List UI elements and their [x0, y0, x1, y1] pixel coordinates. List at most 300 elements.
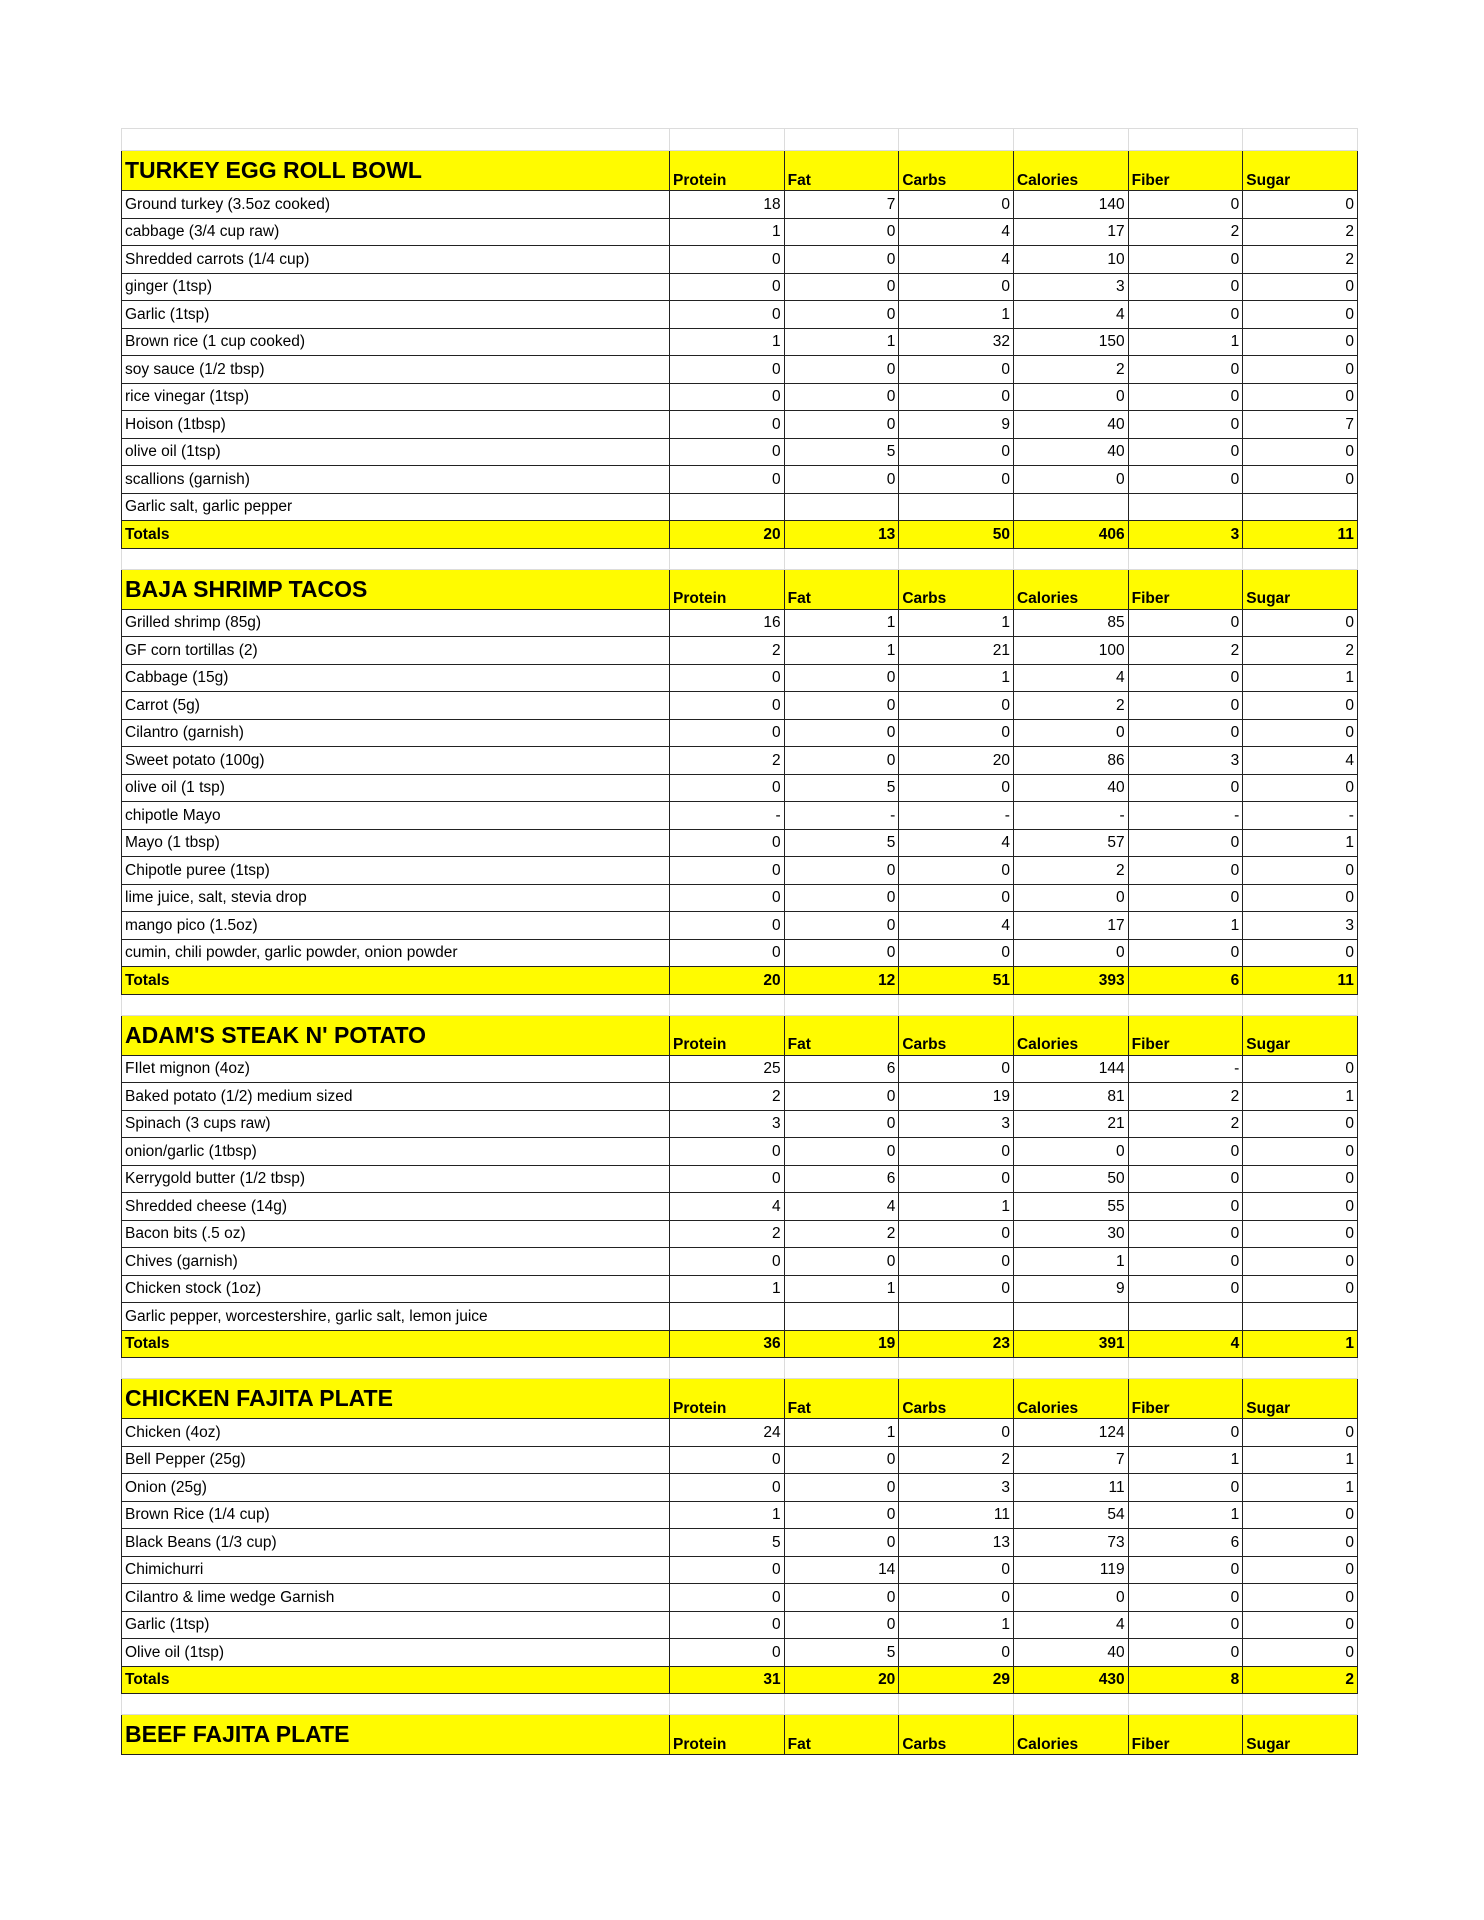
nutrient-value-cell[interactable]: 16 [670, 609, 785, 637]
nutrient-value-cell[interactable]: 1 [670, 328, 785, 356]
nutrient-value-cell[interactable]: 1 [1013, 1248, 1128, 1276]
nutrient-value-cell[interactable]: 0 [1128, 692, 1243, 720]
nutrient-value-cell[interactable]: 0 [1013, 383, 1128, 411]
nutrient-value-cell[interactable]: 2 [784, 1220, 899, 1248]
totals-value-cell[interactable]: 6 [1128, 967, 1243, 995]
nutrient-value-cell[interactable]: - [899, 802, 1014, 830]
nutrient-value-cell[interactable]: 0 [784, 857, 899, 885]
nutrient-value-cell[interactable] [1013, 493, 1128, 521]
totals-value-cell[interactable]: 391 [1013, 1330, 1128, 1358]
nutrient-value-cell[interactable]: 0 [670, 692, 785, 720]
totals-value-cell[interactable]: 3 [1128, 521, 1243, 549]
empty-cell[interactable] [1243, 1694, 1358, 1715]
empty-cell[interactable] [670, 548, 785, 569]
nutrient-value-cell[interactable]: 0 [784, 1083, 899, 1111]
nutrient-value-cell[interactable]: 4 [1243, 747, 1358, 775]
nutrient-value-cell[interactable]: 0 [784, 1611, 899, 1639]
totals-value-cell[interactable]: 51 [899, 967, 1014, 995]
nutrient-value-cell[interactable]: 21 [899, 637, 1014, 665]
nutrient-value-cell[interactable]: 0 [899, 1138, 1014, 1166]
ingredient-name-cell[interactable]: Shredded carrots (1/4 cup) [122, 246, 670, 274]
nutrient-value-cell[interactable]: 0 [784, 356, 899, 384]
section-title[interactable]: TURKEY EGG ROLL BOWL [122, 151, 670, 191]
nutrient-value-cell[interactable]: 9 [1013, 1275, 1128, 1303]
ingredient-name-cell[interactable]: Mayo (1 tbsp) [122, 829, 670, 857]
empty-cell[interactable] [784, 1358, 899, 1379]
nutrient-value-cell[interactable]: 0 [784, 1110, 899, 1138]
section-title[interactable]: CHICKEN FAJITA PLATE [122, 1379, 670, 1419]
ingredient-name-cell[interactable]: Brown Rice (1/4 cup) [122, 1501, 670, 1529]
nutrient-value-cell[interactable]: 40 [1013, 774, 1128, 802]
nutrient-value-cell[interactable]: 1 [899, 609, 1014, 637]
nutrient-value-cell[interactable] [670, 1303, 785, 1331]
column-header[interactable]: Calories [1013, 1379, 1128, 1419]
nutrient-value-cell[interactable]: 0 [899, 273, 1014, 301]
nutrient-value-cell[interactable]: 73 [1013, 1529, 1128, 1557]
nutrient-value-cell[interactable]: 2 [1128, 1083, 1243, 1111]
nutrient-value-cell[interactable]: 0 [899, 1165, 1014, 1193]
empty-cell[interactable] [1128, 548, 1243, 569]
nutrient-value-cell[interactable]: 0 [670, 1138, 785, 1166]
nutrient-value-cell[interactable]: 0 [1243, 692, 1358, 720]
nutrient-value-cell[interactable]: - [1128, 1055, 1243, 1083]
nutrient-value-cell[interactable]: 4 [899, 829, 1014, 857]
nutrient-value-cell[interactable]: 5 [784, 438, 899, 466]
nutrient-value-cell[interactable]: 20 [899, 747, 1014, 775]
nutrient-value-cell[interactable]: 13 [899, 1529, 1014, 1557]
nutrient-value-cell[interactable]: 0 [670, 411, 785, 439]
nutrient-value-cell[interactable]: 0 [1128, 939, 1243, 967]
ingredient-name-cell[interactable]: rice vinegar (1tsp) [122, 383, 670, 411]
nutrient-value-cell[interactable]: 1 [670, 1275, 785, 1303]
nutrient-value-cell[interactable]: 0 [1128, 1248, 1243, 1276]
nutrient-value-cell[interactable]: 0 [1243, 1639, 1358, 1667]
empty-cell[interactable] [1013, 1358, 1128, 1379]
nutrient-value-cell[interactable] [1128, 493, 1243, 521]
totals-value-cell[interactable]: 406 [1013, 521, 1128, 549]
nutrient-value-cell[interactable]: 0 [1243, 857, 1358, 885]
nutrient-value-cell[interactable]: - [670, 802, 785, 830]
nutrient-value-cell[interactable]: 0 [670, 438, 785, 466]
totals-label-cell[interactable]: Totals [122, 1330, 670, 1358]
empty-cell[interactable] [670, 1694, 785, 1715]
nutrient-value-cell[interactable]: 85 [1013, 609, 1128, 637]
nutrient-value-cell[interactable]: 0 [1128, 1556, 1243, 1584]
nutrient-value-cell[interactable]: 0 [1013, 1138, 1128, 1166]
nutrient-value-cell[interactable]: 0 [670, 1165, 785, 1193]
ingredient-name-cell[interactable]: Grilled shrimp (85g) [122, 609, 670, 637]
nutrient-value-cell[interactable]: 0 [1128, 609, 1243, 637]
nutrient-value-cell[interactable]: 144 [1013, 1055, 1128, 1083]
column-header[interactable]: Sugar [1243, 1015, 1358, 1055]
ingredient-name-cell[interactable]: Onion (25g) [122, 1474, 670, 1502]
nutrient-value-cell[interactable]: 57 [1013, 829, 1128, 857]
ingredient-name-cell[interactable]: scallions (garnish) [122, 466, 670, 494]
nutrient-value-cell[interactable]: 0 [1128, 191, 1243, 219]
nutrient-value-cell[interactable]: 0 [784, 1248, 899, 1276]
ingredient-name-cell[interactable]: Cilantro (garnish) [122, 719, 670, 747]
column-header[interactable]: Sugar [1243, 1715, 1358, 1755]
nutrient-value-cell[interactable]: 0 [670, 719, 785, 747]
nutrient-value-cell[interactable]: 0 [1243, 383, 1358, 411]
nutrient-value-cell[interactable]: 1 [670, 1501, 785, 1529]
nutrient-value-cell[interactable] [784, 493, 899, 521]
totals-value-cell[interactable]: 12 [784, 967, 899, 995]
nutrient-value-cell[interactable]: 17 [1013, 912, 1128, 940]
nutrient-value-cell[interactable]: 0 [784, 1446, 899, 1474]
nutrient-value-cell[interactable]: 24 [670, 1419, 785, 1447]
nutrient-value-cell[interactable]: 11 [1013, 1474, 1128, 1502]
nutrient-value-cell[interactable]: 0 [784, 884, 899, 912]
column-header[interactable]: Protein [670, 1715, 785, 1755]
nutrient-value-cell[interactable]: 0 [899, 383, 1014, 411]
nutrient-value-cell[interactable]: - [784, 802, 899, 830]
empty-cell[interactable] [122, 548, 670, 569]
nutrient-value-cell[interactable]: 1 [1128, 1446, 1243, 1474]
nutrient-value-cell[interactable]: 1 [784, 1419, 899, 1447]
nutrient-value-cell[interactable]: 1 [1128, 912, 1243, 940]
nutrient-value-cell[interactable]: 0 [784, 1474, 899, 1502]
nutrient-value-cell[interactable]: 3 [899, 1110, 1014, 1138]
nutrient-value-cell[interactable] [670, 493, 785, 521]
nutrient-value-cell[interactable]: 2 [1243, 218, 1358, 246]
nutrient-value-cell[interactable]: 40 [1013, 411, 1128, 439]
nutrient-value-cell[interactable]: 1 [784, 328, 899, 356]
nutrient-value-cell[interactable]: 0 [899, 191, 1014, 219]
totals-value-cell[interactable]: 20 [670, 967, 785, 995]
nutrient-value-cell[interactable]: 21 [1013, 1110, 1128, 1138]
nutrient-value-cell[interactable]: 6 [784, 1055, 899, 1083]
nutrient-value-cell[interactable]: 2 [1128, 1110, 1243, 1138]
nutrient-value-cell[interactable] [1013, 1303, 1128, 1331]
nutrient-value-cell[interactable]: 0 [670, 383, 785, 411]
nutrient-value-cell[interactable]: 0 [784, 939, 899, 967]
ingredient-name-cell[interactable]: chipotle Mayo [122, 802, 670, 830]
nutrient-value-cell[interactable]: 0 [899, 1639, 1014, 1667]
nutrient-value-cell[interactable]: 2 [670, 1083, 785, 1111]
nutrient-value-cell[interactable]: 1 [1243, 664, 1358, 692]
nutrient-value-cell[interactable]: 50 [1013, 1165, 1128, 1193]
nutrient-value-cell[interactable]: 2 [670, 1220, 785, 1248]
nutrient-value-cell[interactable] [1128, 1303, 1243, 1331]
empty-cell[interactable] [899, 129, 1014, 151]
totals-value-cell[interactable]: 11 [1243, 967, 1358, 995]
nutrient-value-cell[interactable]: 0 [899, 719, 1014, 747]
nutrient-value-cell[interactable]: 0 [1128, 1474, 1243, 1502]
nutrient-value-cell[interactable]: 0 [784, 1584, 899, 1612]
nutrient-value-cell[interactable]: 3 [1013, 273, 1128, 301]
nutrient-value-cell[interactable]: 0 [670, 884, 785, 912]
nutrient-value-cell[interactable]: 1 [899, 664, 1014, 692]
column-header[interactable]: Fiber [1128, 1715, 1243, 1755]
ingredient-name-cell[interactable]: Cilantro & lime wedge Garnish [122, 1584, 670, 1612]
nutrient-value-cell[interactable]: 0 [1013, 1584, 1128, 1612]
ingredient-name-cell[interactable]: Garlic (1tsp) [122, 301, 670, 329]
ingredient-name-cell[interactable]: Ground turkey (3.5oz cooked) [122, 191, 670, 219]
column-header[interactable]: Fiber [1128, 569, 1243, 609]
nutrient-value-cell[interactable]: 124 [1013, 1419, 1128, 1447]
nutrient-value-cell[interactable]: 0 [1128, 356, 1243, 384]
nutrient-value-cell[interactable]: 0 [899, 1248, 1014, 1276]
nutrient-value-cell[interactable]: 0 [1243, 1529, 1358, 1557]
nutrient-value-cell[interactable]: 0 [899, 356, 1014, 384]
empty-cell[interactable] [1013, 129, 1128, 151]
ingredient-name-cell[interactable]: Chicken stock (1oz) [122, 1275, 670, 1303]
totals-value-cell[interactable]: 20 [784, 1666, 899, 1694]
nutrient-value-cell[interactable] [899, 493, 1014, 521]
nutrient-value-cell[interactable]: 0 [1128, 857, 1243, 885]
nutrient-value-cell[interactable]: 0 [1013, 466, 1128, 494]
nutrient-value-cell[interactable]: 0 [1243, 1110, 1358, 1138]
empty-cell[interactable] [1128, 994, 1243, 1015]
nutrient-value-cell[interactable]: 0 [670, 356, 785, 384]
nutrient-value-cell[interactable]: 54 [1013, 1501, 1128, 1529]
column-header[interactable]: Calories [1013, 1015, 1128, 1055]
empty-cell[interactable] [784, 994, 899, 1015]
ingredient-name-cell[interactable]: Shredded cheese (14g) [122, 1193, 670, 1221]
column-header[interactable]: Protein [670, 569, 785, 609]
ingredient-name-cell[interactable]: cumin, chili powder, garlic powder, onion powder [122, 939, 670, 967]
nutrient-value-cell[interactable]: 0 [784, 383, 899, 411]
nutrient-value-cell[interactable]: 1 [1128, 1501, 1243, 1529]
nutrient-value-cell[interactable]: 0 [1128, 411, 1243, 439]
nutrient-value-cell[interactable]: 0 [1243, 328, 1358, 356]
column-header[interactable]: Calories [1013, 1715, 1128, 1755]
nutrient-value-cell[interactable]: 0 [899, 1419, 1014, 1447]
totals-label-cell[interactable]: Totals [122, 1666, 670, 1694]
column-header[interactable]: Carbs [899, 569, 1014, 609]
nutrient-value-cell[interactable]: 2 [1013, 692, 1128, 720]
column-header[interactable]: Fiber [1128, 1379, 1243, 1419]
nutrient-value-cell[interactable]: 0 [670, 1248, 785, 1276]
nutrient-value-cell[interactable]: 3 [1243, 912, 1358, 940]
totals-label-cell[interactable]: Totals [122, 967, 670, 995]
column-header[interactable]: Carbs [899, 1015, 1014, 1055]
nutrient-value-cell[interactable]: 0 [1128, 1165, 1243, 1193]
ingredient-name-cell[interactable]: Chicken (4oz) [122, 1419, 670, 1447]
empty-cell[interactable] [670, 129, 785, 151]
nutrient-value-cell[interactable]: 0 [784, 1138, 899, 1166]
totals-value-cell[interactable]: 2 [1243, 1666, 1358, 1694]
totals-label-cell[interactable]: Totals [122, 521, 670, 549]
nutrient-value-cell[interactable]: 0 [1243, 1611, 1358, 1639]
column-header[interactable]: Calories [1013, 569, 1128, 609]
nutrient-value-cell[interactable]: 0 [1243, 1248, 1358, 1276]
nutrient-value-cell[interactable]: 4 [1013, 664, 1128, 692]
empty-cell[interactable] [899, 548, 1014, 569]
nutrient-value-cell[interactable]: 2 [1128, 218, 1243, 246]
nutrient-value-cell[interactable]: 0 [1243, 301, 1358, 329]
nutrient-value-cell[interactable]: 5 [784, 829, 899, 857]
empty-cell[interactable] [1243, 548, 1358, 569]
ingredient-name-cell[interactable]: Cabbage (15g) [122, 664, 670, 692]
empty-cell[interactable] [670, 994, 785, 1015]
nutrient-value-cell[interactable] [899, 1303, 1014, 1331]
nutrient-value-cell[interactable]: 0 [670, 1446, 785, 1474]
nutrient-value-cell[interactable]: 0 [670, 664, 785, 692]
nutrient-value-cell[interactable]: 6 [784, 1165, 899, 1193]
nutrient-value-cell[interactable]: 2 [1128, 637, 1243, 665]
nutrient-value-cell[interactable]: 4 [1013, 1611, 1128, 1639]
nutrient-value-cell[interactable]: 2 [670, 747, 785, 775]
nutrient-value-cell[interactable]: 0 [784, 218, 899, 246]
ingredient-name-cell[interactable]: Chives (garnish) [122, 1248, 670, 1276]
column-header[interactable]: Fat [784, 1379, 899, 1419]
nutrient-value-cell[interactable]: 0 [1128, 664, 1243, 692]
ingredient-name-cell[interactable]: ginger (1tsp) [122, 273, 670, 301]
totals-value-cell[interactable]: 19 [784, 1330, 899, 1358]
nutrient-value-cell[interactable]: 1 [784, 637, 899, 665]
nutrient-value-cell[interactable]: 0 [899, 1556, 1014, 1584]
empty-cell[interactable] [1013, 994, 1128, 1015]
nutrient-value-cell[interactable]: 7 [784, 191, 899, 219]
nutrient-value-cell[interactable]: 0 [670, 273, 785, 301]
nutrient-value-cell[interactable]: 4 [899, 246, 1014, 274]
empty-cell[interactable] [899, 994, 1014, 1015]
nutrient-value-cell[interactable]: 0 [784, 301, 899, 329]
nutrient-value-cell[interactable]: 0 [1243, 438, 1358, 466]
nutrient-value-cell[interactable]: 25 [670, 1055, 785, 1083]
nutrient-value-cell[interactable]: 10 [1013, 246, 1128, 274]
column-header[interactable]: Sugar [1243, 569, 1358, 609]
nutrient-value-cell[interactable]: 0 [899, 884, 1014, 912]
nutrient-value-cell[interactable]: 0 [670, 829, 785, 857]
empty-cell[interactable] [1128, 1694, 1243, 1715]
nutrient-value-cell[interactable]: 0 [1243, 466, 1358, 494]
nutrient-value-cell[interactable]: 3 [1128, 747, 1243, 775]
nutrient-value-cell[interactable]: 0 [899, 774, 1014, 802]
column-header[interactable]: Fat [784, 1715, 899, 1755]
nutrient-value-cell[interactable]: 0 [1243, 1556, 1358, 1584]
ingredient-name-cell[interactable]: Baked potato (1/2) medium sized [122, 1083, 670, 1111]
nutrient-value-cell[interactable]: 2 [1243, 246, 1358, 274]
nutrient-value-cell[interactable]: 0 [1243, 719, 1358, 747]
nutrient-value-cell[interactable]: 1 [670, 218, 785, 246]
column-header[interactable]: Fiber [1128, 1015, 1243, 1055]
nutrient-value-cell[interactable]: 0 [1128, 301, 1243, 329]
nutrient-value-cell[interactable]: 0 [670, 466, 785, 494]
ingredient-name-cell[interactable]: Bacon bits (.5 oz) [122, 1220, 670, 1248]
nutrient-value-cell[interactable]: 1 [899, 1193, 1014, 1221]
nutrient-value-cell[interactable]: 1 [784, 1275, 899, 1303]
nutrient-value-cell[interactable]: 0 [784, 466, 899, 494]
empty-cell[interactable] [1013, 1694, 1128, 1715]
column-header[interactable]: Carbs [899, 1379, 1014, 1419]
ingredient-name-cell[interactable]: lime juice, salt, stevia drop [122, 884, 670, 912]
column-header[interactable]: Carbs [899, 1715, 1014, 1755]
nutrient-value-cell[interactable]: 0 [784, 273, 899, 301]
nutrient-value-cell[interactable]: 0 [1243, 1275, 1358, 1303]
nutrient-value-cell[interactable]: 0 [670, 1556, 785, 1584]
nutrient-value-cell[interactable]: 18 [670, 191, 785, 219]
nutrient-value-cell[interactable]: 0 [1128, 829, 1243, 857]
nutrient-value-cell[interactable]: 0 [670, 912, 785, 940]
ingredient-name-cell[interactable]: Olive oil (1tsp) [122, 1639, 670, 1667]
nutrient-value-cell[interactable]: 11 [899, 1501, 1014, 1529]
empty-cell[interactable] [1128, 129, 1243, 151]
nutrient-value-cell[interactable]: 0 [784, 719, 899, 747]
ingredient-name-cell[interactable]: olive oil (1 tsp) [122, 774, 670, 802]
totals-value-cell[interactable]: 430 [1013, 1666, 1128, 1694]
nutrient-value-cell[interactable]: 0 [1243, 939, 1358, 967]
nutrient-value-cell[interactable]: 0 [1128, 1138, 1243, 1166]
nutrient-value-cell[interactable]: 19 [899, 1083, 1014, 1111]
empty-cell[interactable] [670, 1358, 785, 1379]
nutrient-value-cell[interactable]: 6 [1128, 1529, 1243, 1557]
totals-value-cell[interactable]: 50 [899, 521, 1014, 549]
totals-value-cell[interactable]: 4 [1128, 1330, 1243, 1358]
nutrient-value-cell[interactable]: - [1013, 802, 1128, 830]
nutrient-value-cell[interactable]: 0 [1128, 273, 1243, 301]
totals-value-cell[interactable]: 31 [670, 1666, 785, 1694]
totals-value-cell[interactable]: 23 [899, 1330, 1014, 1358]
nutrient-value-cell[interactable]: 0 [1128, 1611, 1243, 1639]
empty-cell[interactable] [899, 1358, 1014, 1379]
nutrient-value-cell[interactable]: 0 [1128, 383, 1243, 411]
nutrient-value-cell[interactable]: 0 [1243, 1584, 1358, 1612]
empty-cell[interactable] [1243, 1358, 1358, 1379]
nutrient-value-cell[interactable]: 0 [1243, 1419, 1358, 1447]
nutrient-value-cell[interactable]: 0 [670, 774, 785, 802]
nutrient-value-cell[interactable]: - [1128, 802, 1243, 830]
column-header[interactable]: Sugar [1243, 1379, 1358, 1419]
nutrient-value-cell[interactable]: 0 [1243, 1055, 1358, 1083]
nutrient-value-cell[interactable]: 14 [784, 1556, 899, 1584]
ingredient-name-cell[interactable]: cabbage (3/4 cup raw) [122, 218, 670, 246]
nutrient-value-cell[interactable]: 0 [899, 466, 1014, 494]
empty-cell[interactable] [122, 1358, 670, 1379]
nutrient-value-cell[interactable]: 1 [899, 1611, 1014, 1639]
nutrient-value-cell[interactable]: 0 [899, 692, 1014, 720]
nutrient-value-cell[interactable]: 3 [670, 1110, 785, 1138]
empty-cell[interactable] [1013, 548, 1128, 569]
nutrient-value-cell[interactable]: 0 [1128, 774, 1243, 802]
nutrient-value-cell[interactable]: 0 [784, 246, 899, 274]
nutrient-value-cell[interactable]: 2 [1013, 356, 1128, 384]
nutrient-value-cell[interactable]: 0 [1128, 246, 1243, 274]
nutrient-value-cell[interactable] [1243, 493, 1358, 521]
nutrient-value-cell[interactable]: 7 [1243, 411, 1358, 439]
empty-cell[interactable] [122, 129, 670, 151]
nutrient-value-cell[interactable]: 40 [1013, 438, 1128, 466]
totals-value-cell[interactable]: 1 [1243, 1330, 1358, 1358]
ingredient-name-cell[interactable]: olive oil (1tsp) [122, 438, 670, 466]
empty-cell[interactable] [1243, 994, 1358, 1015]
nutrient-value-cell[interactable]: 5 [784, 774, 899, 802]
nutrient-value-cell[interactable]: 0 [899, 1275, 1014, 1303]
nutrient-value-cell[interactable]: 0 [1243, 1501, 1358, 1529]
nutrient-value-cell[interactable]: 0 [670, 939, 785, 967]
ingredient-name-cell[interactable]: Hoison (1tbsp) [122, 411, 670, 439]
nutrient-value-cell[interactable]: 1 [1243, 1446, 1358, 1474]
column-header[interactable]: Fat [784, 569, 899, 609]
nutrient-value-cell[interactable]: 1 [1243, 829, 1358, 857]
nutrient-value-cell[interactable]: 0 [1128, 719, 1243, 747]
nutrient-value-cell[interactable]: 0 [670, 246, 785, 274]
nutrient-value-cell[interactable]: 0 [1243, 273, 1358, 301]
nutrient-value-cell[interactable]: 0 [670, 1474, 785, 1502]
nutrient-value-cell[interactable]: 0 [1243, 356, 1358, 384]
column-header[interactable]: Protein [670, 1015, 785, 1055]
ingredient-name-cell[interactable]: soy sauce (1/2 tbsp) [122, 356, 670, 384]
nutrient-value-cell[interactable]: 2 [670, 637, 785, 665]
totals-value-cell[interactable]: 29 [899, 1666, 1014, 1694]
nutrient-value-cell[interactable]: 3 [899, 1474, 1014, 1502]
nutrient-value-cell[interactable]: 0 [1128, 438, 1243, 466]
empty-cell[interactable] [784, 548, 899, 569]
nutrient-value-cell[interactable]: 0 [670, 301, 785, 329]
nutrient-value-cell[interactable]: 0 [1243, 774, 1358, 802]
